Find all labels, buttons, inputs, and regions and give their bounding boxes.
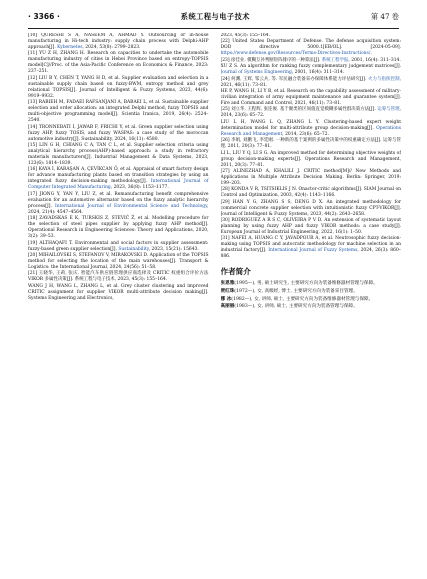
reference-number: [31]: [220, 236, 230, 242]
reference-highlight: Journal of Systems Engineering: [220, 70, 292, 76]
reference-text: 李娟, 刘鹏飞, 李廷刚. 一种新的基于案例的多属性决策中的权重确定方法[J]. 运筹与管理, 2011, 20(3): 77–81.: [220, 138, 401, 150]
author-bio-text: (1983—), 女, 讲师, 硕士, 主要研究方向为装备管理与保障。: [234, 304, 358, 310]
reference-highlight: International Journal of Fuzzy Systems: [268, 248, 358, 254]
reference-number: [29]: [220, 199, 230, 205]
reference-entry: [28, 192, 209, 216]
reference-text: RABIEH M, FADAEI RAFSANJANI A, BABAEI L, et al. Sustainable supplier selection and order allocation: an integrated Delphi method, fuzzy TOPSIS and multi-objective programming model[J]. Scientia Iranica, 2019, 26(4): 2524–2540.: [28, 100, 209, 124]
reference-entry: [221, 151, 402, 169]
reference-text: TRONNEBATI I, JAWAB F, FRICHI Y, et al. Green supplier selection using fuzzy AHP, fuzzy TOSIS, and fuzzy WASPAS: a case study of the moroccan automotive industry[J]. Sustainability, 2024, 16(11): 4580.: [28, 124, 209, 142]
reference-text: MIHAILOVSKI S, STEFANOV V, MIRAKOVSKI D. Application of the TOPSIS method for selecting the location of the main warehouses[J]. Transport & Logistics: the International Journal, 2024, 24(56): 51–58.: [28, 252, 209, 270]
right-column: [221, 33, 402, 571]
reference-text: NAFEI A, HUANG C Y, JAVADPOUR A, et al. Neutrosophic fuzzy decision-making using TOPSIS and autocratic methodology for machine selection in an industrial factory[J].: [220, 236, 401, 254]
reference-number: [17]: [28, 191, 38, 197]
journal-volume: 第 47 卷: [370, 12, 399, 21]
reference-entry: [28, 253, 209, 271]
reference-number: [28]: [220, 187, 230, 193]
reference-tail: , 2023, 36(8): 1153–1177.: [110, 185, 169, 191]
reference-entry: [221, 107, 402, 119]
reference-entry: [221, 236, 402, 260]
reference-entry: [221, 138, 402, 150]
reference-entry: [28, 167, 209, 191]
reference-entry: [28, 76, 209, 100]
author-name: 娜 冰: [220, 296, 232, 302]
reference-tail: .: [370, 51, 372, 57]
reference-entry: [28, 33, 209, 51]
reference-entry: [28, 100, 209, 124]
reference-entry: [28, 284, 209, 302]
reference-text: HAN Y G, ZHANG S S, DENG D X. An integrated methodology for commercial concrete supplier selection with intuitionistic fuzzy CPT-VIKOR[J]. Journal of Intelligent & Fuzzy Systems, 2023, 44(2): 2643–2658.: [220, 199, 401, 217]
reference-entry: [221, 89, 402, 107]
author-bio-list: [221, 281, 402, 310]
reference-number: [20]: [28, 252, 38, 258]
reference-tail: , 2021, 46(11): 73–81.: [220, 76, 401, 88]
reference-text: 王晓华, 王莉, 张庆. 智能汽车供应链管理供应商选择及 CRITIC 权重组合评价方法 VIKOR 多属性决策[J]. 系统工程与电子技术, 2023, 45(3): 155–164.: [28, 271, 209, 283]
reference-number: [22]: [220, 39, 230, 45]
reference-text: 徐佳业. 模糊互补判断矩阵排序的一种算法[J].: [231, 57, 322, 63]
author-bio-text: (1995—), 男, 硕士研究生, 主要研究方向为装备维修器材管理与保障。: [234, 281, 378, 287]
reference-tail: , 2001, 16(4): 311–314.: [291, 70, 345, 76]
reference-text: LIU L H, WANG L Q, ZHANG L Y. Clustering-based expert weight determination model for multi-attribute group decision-making[J].: [220, 119, 401, 131]
reference-entry: [28, 271, 209, 283]
reference-entry: [28, 216, 209, 240]
reference-tail: , 2014, 23(6): 65–72.: [220, 107, 401, 119]
reference-highlight: 运筹与管理: [377, 107, 400, 113]
page-header: [28, 12, 399, 29]
journal-title: 系统工程与电子技术: [180, 12, 250, 21]
reference-number: [24]: [220, 76, 230, 82]
author-bio-text: (1972—), 女, 高级经, 博士, 主要研究方向为装备采目管理。: [234, 289, 358, 295]
reference-tail: , 2024, 53(8): 2799–2823.: [82, 45, 141, 50]
author-bio: [221, 297, 402, 304]
reference-entry: [28, 241, 209, 253]
reference-text: KAYA I, KARAŞAN A, ÇEVİKCAN Ö, et al. Appraisal of smart factory design for advance manufacturing plants based on transition strategies by using an integrated fuzzy decision-making methodology[J].: [28, 167, 209, 185]
reference-tail: , 2014, 23(6): 65–72.: [282, 131, 329, 137]
reference-text: RODRIGUEZ A R S C, OLIVEIRA P V D. An extension of systematic layout planning by using fuzzy AHP and fuzzy VIKOR methods: a case study[J]. European Journal of Industrial Engineering, 2022, 16(1): 1–50.: [220, 218, 401, 236]
reference-tail: , 2001, 16(4): 311–314.: [348, 57, 401, 63]
reference-entry: [221, 39, 402, 57]
reference-tail: , 2024, 21(4): 4547–4564.: [28, 203, 209, 215]
left-column-references: [28, 33, 209, 571]
reference-number: [19]: [28, 240, 38, 246]
reference-text: 2023, 45(3): 155–164.: [220, 33, 271, 38]
author-name: 贾红珠: [220, 289, 235, 295]
reference-highlight: 系统工程学报: [321, 57, 349, 63]
reference-number: [21]: [28, 271, 38, 277]
reference-text: ALTHAQAFI T. Environmental and social factors in supplier assessment: fuzzy-based green supplier selection[J].: [28, 240, 209, 252]
reference-number: [10]: [28, 33, 38, 38]
reference-text: 刘立华, 王程辉, 张连俊. 基于聚类的区间值直觉模糊多属性群决策方法[J].: [231, 107, 378, 113]
reference-number: [30]: [220, 218, 230, 224]
reference-number: [26]: [220, 138, 230, 144]
reference-entry: [28, 143, 209, 167]
reference-entry: [221, 200, 402, 218]
reference-highlight: International Journal of Environmental Science and Technology: [54, 203, 208, 209]
reference-text: LI L, LIU Y Q, LI S G. An improved method for determining objective weights of group decision-making experts[J]. Operations Research and Management, 2011, 20(3): 77–81.: [220, 150, 401, 168]
reference-number: [25]: [220, 107, 230, 113]
reference-number: [15]: [28, 142, 38, 148]
reference-entry: [221, 218, 402, 236]
reference-highlight: https://www.defense.gov/Resources/Terms-Directives-Instructions/: [220, 51, 371, 57]
author-name: 张恩雅: [220, 281, 235, 287]
reference-entry: [221, 169, 402, 187]
two-column-body: [28, 33, 401, 571]
author-section-title: 作者简介: [220, 267, 251, 277]
reference-number: [12]: [28, 75, 38, 81]
reference-entry: [221, 64, 402, 76]
reference-entry: [28, 51, 209, 75]
reference-text: ALINEZHAD A, KHALILI J. CRITIC method[M]// New Methods and Applications in Multiple Attribute Decision Making. Berlin: Springer, 2019: 199–203.: [220, 168, 401, 186]
reference-text: JIONG Y, YAN Y, LIU Z, et al. Remanufacturing benefit comprehensive evaluation for an automotive alternator based on the fuzzy analytic hierarchy process[J].: [28, 191, 209, 209]
reference-number: [11]: [28, 51, 38, 57]
reference-number: [14]: [28, 124, 38, 130]
reference-entry: [221, 33, 402, 39]
author-bio-text: (1982—), 女, 讲师, 硕士, 主要研究方向为装备维修器材管理与保障。: [231, 296, 374, 302]
reference-text: WANG J H, WANG L, ZHANG L, et al. Grey cluster clustering and improved CRITIC assignment for supplier VIKOR multi-attribute decision making[J]. Systems Engineering and Electronics,: [28, 283, 209, 301]
reference-entry: [221, 58, 402, 64]
reference-highlight: Kybernetes: [57, 45, 83, 50]
reference-highlight: Operations Research and Management: [220, 125, 401, 137]
author-name: 高丽丽: [220, 304, 235, 310]
reference-highlight: International Journal of Computer Integrated Manufacturing: [28, 179, 209, 191]
reference-text: YU Z H, ZHANG H. Research on capacities to undertake the automobile manufacturing industry of cities in Hebei Province based on entropy-TOPSIS model[C]//Proc. of the Asia-Pacific Conference on Economics & Finance, 2023: 237–251.: [28, 51, 209, 75]
reference-number: [27]: [220, 168, 230, 174]
reference-entry: [221, 120, 402, 138]
reference-number: [23]: [220, 57, 230, 63]
reference-text: LIN G H, CHIANG C A, TAN C L, et al. Supplier selection criteria using analytical hierarchy process(AHP)-based approach: a study in refractory materials manufacturers[J]. Industrial Management & Data Systems, 2023, 123(6): 1814–1839.: [28, 142, 209, 166]
reference-text: United States Department of Defense. The defense acquisition system: DOD directive 5000.1[EB/OL]. [2024-05-09].: [220, 39, 401, 51]
author-bio: [221, 304, 402, 311]
reference-number: [16]: [28, 167, 38, 173]
author-bio: [221, 281, 402, 288]
reference-text: LIU B Y, CHEN T, YANG H D, et al. Supplier evaluation and selection in a sustainable supply chain based on fuzzy-BWM, entropy method and grey relational TOPSIS[J]. Journal of Intelligent & Fuzzy Systems, 2023, 44(6): 9919–9932.: [28, 75, 209, 99]
reference-text: ZAVADSKAS E K, TURSKIS Z, STEVIĆ Ž, et al. Modelling procedure for the selection of steel pipes supplier by applying fuzzy AHP method[J]. Operational Research in Engineering Sciences: Theory and Applications, 2020, 3(2): 39–53.: [28, 216, 209, 240]
reference-highlight: 火力与指挥控制: [368, 76, 400, 82]
reference-text: XU Z S. An algorithm for ranking fuzzy complementary judgement matrices[J].: [220, 64, 401, 70]
reference-entry: [28, 125, 209, 143]
reference-entry: [221, 77, 402, 89]
reference-highlight: Sustainability: [118, 246, 149, 252]
page-number: · 3366 ·: [28, 12, 60, 21]
author-bio: [221, 289, 402, 296]
reference-tail: , 2024, 26(3): 860–886.: [220, 248, 401, 260]
reference-text: 何渊, 王辉, 邹云兵, 等. 军民融合装备采办保障体系能力评估研究[J].: [231, 76, 369, 82]
reference-number: [18]: [28, 216, 38, 222]
reference-entry: [221, 187, 402, 199]
reference-text: HE P, WANG H, LI Y B, et al. Research on the capability assessment of military-civilian integration of army equipment maintenance and guarantee system[J]. Fire and Command and Control, 2021, 46(11): 73–81.: [220, 88, 401, 106]
reference-text: KONDA V R, TSITSIKLIS J N. Onactor-critic algorithms[J]. SIAM Journal on Control and Optimization, 2003, 42(4): 1143–1166.: [220, 187, 401, 199]
right-column-references: [221, 33, 402, 260]
reference-tail: , 2023, 15(21): 15643.: [148, 246, 199, 252]
reference-text: QURESHI S A, NASEEM A, AHMAD Y. Outsourcing or in-house manufacturing in Hi-tech industry: supply chain process with Delphi-AHP approach[J].: [28, 33, 209, 50]
reference-number: [13]: [28, 100, 38, 106]
